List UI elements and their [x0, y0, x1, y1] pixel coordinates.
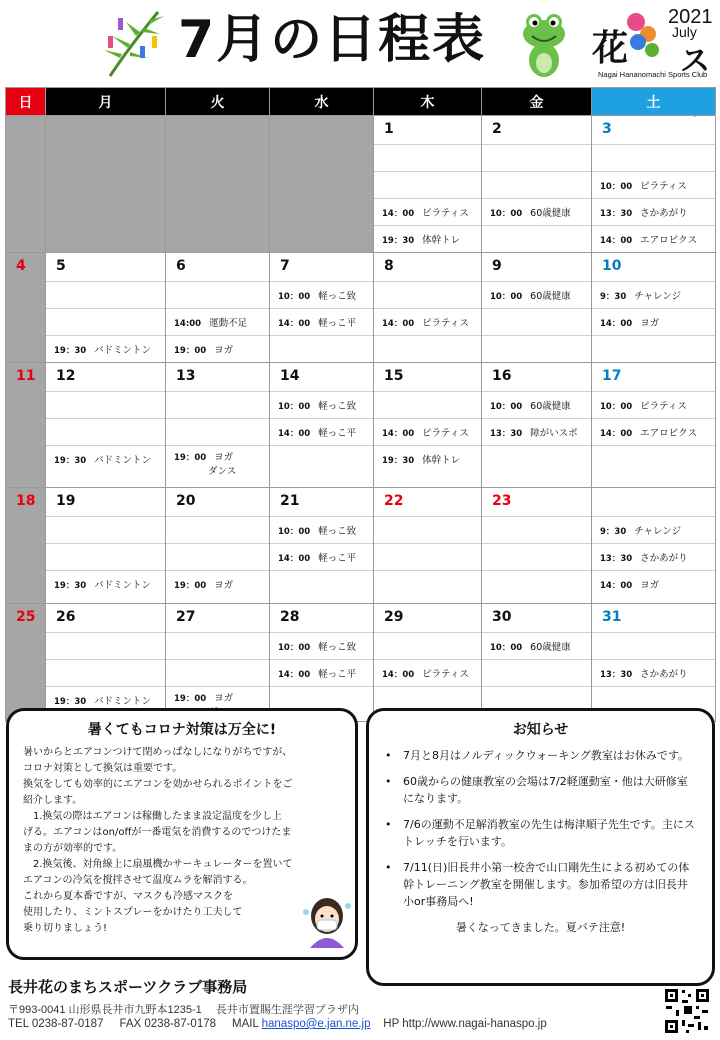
slot-time: 9：30 — [600, 527, 627, 537]
corona-line: エアコンの冷気を撹拌させて温度ムラを解消する。 — [23, 875, 253, 886]
slot-class-name: バドミントン — [94, 455, 151, 466]
corona-notice-title: 暑くてもコロナ対策は万全に! — [87, 722, 277, 738]
news-item: • 7月と8月はノルディックウォーキング教室はお休みです。 — [383, 747, 698, 764]
slot-class-name: 運動不足 — [209, 318, 248, 329]
day-cell — [46, 363, 166, 488]
slot-time: 9：30 — [600, 292, 627, 302]
corona-line: 2.換気後、対角線上に扇風機かサーキュレーターを置いて — [23, 859, 293, 870]
schedule-slot — [166, 516, 269, 543]
schedule-slot — [374, 418, 481, 445]
schedule-slot — [592, 570, 715, 597]
schedule-slot — [46, 445, 165, 472]
slot-class-name: 障がいスポ — [530, 428, 578, 439]
slot-class-name: バドミントン — [94, 345, 151, 356]
slot-time: 19：30 — [54, 697, 87, 707]
calendar-week-row — [6, 363, 716, 488]
schedule-slot — [592, 418, 715, 445]
corona-line: まの方が効率的です。 — [23, 843, 123, 854]
slot-class-name: 軽っこ致 — [318, 642, 357, 653]
schedule-slot — [374, 171, 481, 198]
slot-time: 10：00 — [490, 209, 523, 219]
slot-time: 14：00 — [278, 670, 311, 680]
day-number: 15 — [384, 368, 404, 384]
slot-time: 19：00 — [174, 581, 207, 591]
slot-class-name: ヨガ — [214, 693, 234, 704]
sunday-date: 25 — [16, 609, 36, 625]
slot-class-name: 軽っこ平 — [318, 553, 357, 564]
slot-class-name: 軽っこ致 — [318, 526, 357, 537]
slot-class-name: ヨガ — [640, 318, 660, 329]
day-number: 3 — [602, 121, 612, 137]
news-list — [369, 739, 712, 910]
slot-class-name: ヨガ — [640, 580, 660, 591]
slot-time: 14：00 — [600, 319, 633, 329]
slot-class-name: チャレンジ — [634, 291, 681, 302]
logo-kana: ス — [680, 44, 708, 79]
logo-subtitle: Nagai Hananomachi Sports Club — [598, 70, 708, 79]
slot-class-name: エアロビクス — [640, 235, 698, 246]
corona-line: 使用したり、ミントスプレーをかけたり工夫して — [23, 907, 243, 918]
schedule-slot — [374, 543, 481, 570]
slot-time: 19：00 — [174, 453, 207, 463]
slot-time: 10：00 — [490, 292, 523, 302]
schedule-slot — [482, 281, 591, 308]
day-number — [592, 488, 715, 516]
day-cell — [166, 116, 270, 253]
day-number: 10 — [602, 258, 622, 274]
frog-mascot-icon — [520, 8, 568, 80]
slot-time: 14：00 — [382, 319, 415, 329]
organization-name: 長井花のまちスポーツクラブ事務局 — [8, 978, 248, 996]
slot-class-name: さかあがり — [640, 669, 688, 680]
slot-time: 14：00 — [600, 581, 633, 591]
day-number: 31 — [602, 609, 622, 625]
weekday-fri: 金 — [482, 88, 592, 116]
schedule-slot — [592, 171, 715, 198]
schedule-slot — [482, 570, 591, 597]
schedule-slot — [166, 445, 269, 477]
slot-class-name: ピラティス — [422, 208, 469, 219]
day-cell — [270, 116, 374, 253]
tel: TEL 0238-87-0187 — [8, 1018, 104, 1030]
weekday-thu: 木 — [374, 88, 482, 116]
schedule-slot — [374, 632, 481, 659]
sunday-cell — [6, 488, 46, 604]
schedule-slot — [374, 225, 481, 252]
fax: FAX 0238-87-0178 — [119, 1018, 217, 1030]
slot-class-name: バドミントン — [94, 580, 151, 591]
corona-line: コロナ対策として換気は重要です。 — [23, 763, 183, 774]
schedule-slot — [46, 543, 165, 570]
day-cell — [482, 488, 592, 604]
sunday-date: 18 — [16, 493, 36, 509]
schedule-slot — [374, 570, 481, 597]
slot-time: 10：00 — [278, 402, 311, 412]
day-cell — [374, 363, 482, 488]
slot-class-name: 60歳健康 — [530, 401, 571, 412]
slot-time: 19：30 — [54, 456, 87, 466]
slot-time: 19：00 — [174, 346, 207, 356]
weekday-mon: 月 — [46, 88, 166, 116]
schedule-slot — [46, 391, 165, 418]
slot-class-name: 60歳健康 — [530, 208, 571, 219]
organization-address: 〒993-0041 山形県長井市九野本1235-1 長井市置賜生涯学習プラザ内 — [8, 1004, 359, 1016]
day-cell — [270, 363, 374, 488]
schedule-slot — [46, 632, 165, 659]
day-number — [270, 116, 373, 144]
sunday-date: 11 — [16, 368, 36, 384]
day-cell — [166, 604, 270, 722]
day-number: 16 — [492, 368, 512, 384]
schedule-slot — [374, 281, 481, 308]
day-number: 2 — [492, 121, 502, 137]
day-number: 7 — [280, 258, 290, 274]
calendar-week-row — [6, 116, 716, 253]
schedule-slot — [270, 570, 373, 597]
tanabata-bamboo-icon — [100, 6, 170, 78]
schedule-slot — [482, 198, 591, 225]
day-number: 28 — [280, 609, 300, 625]
slot-class-name: 軽っこ平 — [318, 318, 357, 329]
calendar-week-row — [6, 604, 716, 722]
schedule-slot — [270, 308, 373, 335]
slot-class-name: さかあがり — [640, 208, 688, 219]
schedule-slot — [270, 281, 373, 308]
slot-class-name: 軽っこ致 — [318, 291, 357, 302]
day-cell — [592, 604, 716, 722]
day-cell — [592, 116, 716, 253]
schedule-slot — [46, 281, 165, 308]
day-cell — [166, 488, 270, 604]
day-number: 17 — [602, 368, 622, 384]
slot-class-name: ヨガ — [214, 452, 234, 463]
day-number: 12 — [56, 368, 76, 384]
schedule-slot — [592, 391, 715, 418]
day-number: 22 — [384, 493, 404, 509]
day-number: 26 — [56, 609, 76, 625]
schedule-slot — [592, 198, 715, 225]
schedule-slot — [270, 632, 373, 659]
news-title: お知らせ — [512, 722, 569, 738]
slot-class-name: 体幹トレ — [422, 455, 461, 466]
schedule-slot — [46, 308, 165, 335]
slot-time: 14：00 — [600, 236, 633, 246]
slot-class-name: ピラティス — [422, 318, 469, 329]
schedule-slot — [482, 445, 591, 472]
day-number: 27 — [176, 609, 196, 625]
schedule-slot — [374, 516, 481, 543]
schedule-slot — [592, 632, 715, 659]
schedule-slot — [166, 335, 269, 362]
slot-class-name: ヨガ — [214, 580, 234, 591]
masked-girl-icon — [298, 888, 356, 950]
schedule-slot — [270, 659, 373, 686]
day-number: 1 — [384, 121, 394, 137]
schedule-slot — [482, 659, 591, 686]
day-number — [166, 116, 269, 144]
day-number: 20 — [176, 493, 196, 509]
day-cell — [166, 253, 270, 363]
day-number: 29 — [384, 609, 404, 625]
schedule-slot — [166, 308, 269, 335]
day-number: 13 — [176, 368, 196, 384]
slot-class-name: 60歳健康 — [530, 291, 571, 302]
schedule-slot — [592, 144, 715, 171]
page-header — [0, 0, 720, 86]
slot-class-name: 軽っこ平 — [318, 669, 357, 680]
sunday-date: 4 — [16, 258, 26, 274]
slot-class-name: チャレンジ — [634, 526, 681, 537]
slot-time: 14:00 — [174, 319, 202, 329]
slot-time: 10：00 — [278, 292, 311, 302]
day-number: 14 — [280, 368, 300, 384]
schedule-slot — [482, 418, 591, 445]
slot-time: 13：30 — [490, 429, 523, 439]
slot-class-sub: ダンス — [208, 466, 237, 477]
corona-line: げる。エアコンはon/offが一番電気を消費するのでつけたま — [23, 827, 292, 838]
schedule-slot — [592, 659, 715, 686]
slot-time: 10：00 — [278, 527, 311, 537]
page-title: 7月の日程表 — [178, 10, 487, 70]
schedule-slot — [374, 445, 481, 472]
schedule-slot — [482, 516, 591, 543]
schedule-slot — [592, 516, 715, 543]
weekday-header-row — [6, 88, 716, 116]
schedule-slot — [270, 391, 373, 418]
news-item: • 60歳からの健康教室の会場は7/2軽運動室・他は大研修室になります。 — [383, 773, 698, 807]
schedule-slot — [46, 659, 165, 686]
day-number: 8 — [384, 258, 394, 274]
corona-line: これから夏本番ですが、マスクも冷感マスクを — [23, 891, 233, 902]
schedule-slot — [482, 308, 591, 335]
sunday-cell — [6, 116, 46, 253]
schedule-slot — [46, 516, 165, 543]
day-number: 19 — [56, 493, 76, 509]
schedule-slot — [592, 335, 715, 362]
schedule-slot — [592, 225, 715, 252]
slot-time: 14：00 — [382, 670, 415, 680]
slot-class-name: ピラティス — [422, 428, 469, 439]
logo-month: July — [672, 24, 697, 40]
slot-class-name: 60歳健康 — [530, 642, 571, 653]
slot-class-name: バドミントン — [94, 696, 151, 707]
day-cell — [482, 363, 592, 488]
slot-time: 14：00 — [382, 429, 415, 439]
sunday-date — [6, 116, 45, 144]
schedule-slot — [482, 391, 591, 418]
slot-time: 14：00 — [278, 429, 311, 439]
slot-time: 10：00 — [490, 402, 523, 412]
weekday-wed: 水 — [270, 88, 374, 116]
schedule-slot — [166, 570, 269, 597]
schedule-slot — [166, 418, 269, 445]
weekday-sun: 日 — [6, 88, 46, 116]
slot-time: 10：00 — [490, 643, 523, 653]
day-cell — [46, 604, 166, 722]
slot-class-name: 軽っこ致 — [318, 401, 357, 412]
day-cell — [374, 116, 482, 253]
logo-kanji: 花 — [592, 28, 629, 69]
weekday-tue: 火 — [166, 88, 270, 116]
day-cell — [374, 604, 482, 722]
weekday-sat: 土 — [592, 88, 716, 116]
day-number: 30 — [492, 609, 512, 625]
schedule-slot — [270, 543, 373, 570]
schedule-slot — [166, 391, 269, 418]
slot-class-name: ヨガ — [214, 345, 234, 356]
slot-class-name: ピラティス — [640, 401, 687, 412]
corona-line: 紹介します。 — [23, 795, 83, 806]
corona-line: 換気をしても効率的にエアコンを効かせられるポイントをご — [23, 779, 293, 790]
schedule-slot — [166, 659, 269, 686]
slot-time: 14：00 — [600, 429, 633, 439]
corona-line: 1.換気の際はエアコンは稼働したまま設定温度を少し上 — [23, 811, 283, 822]
day-cell — [46, 116, 166, 253]
sunday-cell — [6, 253, 46, 363]
contact-line — [8, 1018, 547, 1030]
corona-line: 乗り切りましょう! — [23, 923, 108, 934]
slot-class-name: 体幹トレ — [422, 235, 461, 246]
slot-class-name: さかあがり — [640, 553, 688, 564]
day-cell — [592, 488, 716, 604]
day-cell — [374, 253, 482, 363]
schedule-slot — [166, 632, 269, 659]
day-cell — [270, 604, 374, 722]
slot-time: 14：00 — [278, 554, 311, 564]
homepage[interactable]: HP http://www.nagai-hanaspo.jp — [383, 1018, 547, 1030]
day-cell — [46, 488, 166, 604]
day-cell — [270, 488, 374, 604]
schedule-slot — [166, 543, 269, 570]
news-item: • 7/11(日)旧長井小第一校舎で山口剛先生による初めての体幹トレーニング教室を開催します。参加希望の方は旧長井小or事務局へ! — [383, 859, 698, 910]
schedule-slot — [482, 171, 591, 198]
slot-time: 10：00 — [278, 643, 311, 653]
slot-time: 19：00 — [174, 694, 207, 704]
mail-link[interactable]: hanaspo@e.jan.ne.jp — [261, 1018, 371, 1030]
schedule-slot — [166, 281, 269, 308]
schedule-slot — [270, 445, 373, 472]
schedule-slot — [482, 225, 591, 252]
schedule-slot — [374, 391, 481, 418]
schedule-slot — [482, 144, 591, 171]
schedule-slot — [270, 418, 373, 445]
slot-class-name: ピラティス — [640, 181, 687, 192]
day-cell — [592, 253, 716, 363]
calendar-week-row — [6, 488, 716, 604]
day-number: 6 — [176, 258, 186, 274]
sunday-cell — [6, 363, 46, 488]
news-closing: 暑くなってきました。夏バテ注意! — [455, 921, 626, 934]
corona-line: 暑いからとエアコンつけて閉めっぱなしになりがちですが、 — [23, 747, 293, 758]
slot-class-name: ピラティス — [422, 669, 469, 680]
day-number: 9 — [492, 258, 502, 274]
day-cell — [592, 363, 716, 488]
slot-time: 19：30 — [382, 236, 415, 246]
schedule-slot — [482, 335, 591, 362]
slot-time: 19：30 — [54, 346, 87, 356]
calendar-week-row — [6, 253, 716, 363]
news-box — [366, 708, 715, 986]
schedule-slot — [592, 308, 715, 335]
slot-class-name: 軽っこ平 — [318, 428, 357, 439]
slot-class-name: エアロビクス — [640, 428, 698, 439]
day-number: 23 — [492, 493, 512, 509]
schedule-slot — [482, 632, 591, 659]
day-cell — [46, 253, 166, 363]
calendar-table — [5, 87, 716, 722]
mail-label: MAIL — [232, 1018, 259, 1030]
schedule-slot — [374, 198, 481, 225]
logo-year: 2021 — [668, 6, 713, 28]
schedule-slot — [592, 543, 715, 570]
schedule-slot — [592, 445, 715, 472]
qr-code-icon[interactable] — [664, 988, 710, 1034]
day-cell — [482, 116, 592, 253]
day-cell — [482, 253, 592, 363]
schedule-slot — [374, 659, 481, 686]
day-cell — [270, 253, 374, 363]
slot-time: 14：00 — [278, 319, 311, 329]
news-item: • 7/6の運動不足解消教室の先生は梅津順子先生です。主にストレッチを行います。 — [383, 816, 698, 850]
day-number — [46, 116, 165, 144]
slot-time: 19：30 — [54, 581, 87, 591]
schedule-slot — [374, 144, 481, 171]
schedule-slot — [46, 570, 165, 597]
slot-time: 10：00 — [600, 402, 633, 412]
schedule-slot — [592, 281, 715, 308]
sunday-cell — [6, 604, 46, 722]
day-number: 21 — [280, 493, 300, 509]
day-cell — [166, 363, 270, 488]
slot-time: 14：00 — [382, 209, 415, 219]
schedule-slot — [374, 335, 481, 362]
slot-time: 13：30 — [600, 209, 633, 219]
slot-time: 10：00 — [600, 182, 633, 192]
schedule-slot — [374, 308, 481, 335]
slot-time: 13：30 — [600, 554, 633, 564]
schedule-slot — [270, 335, 373, 362]
schedule-slot — [46, 418, 165, 445]
slot-time: 13：30 — [600, 670, 633, 680]
day-number: 5 — [56, 258, 66, 274]
schedule-slot — [270, 516, 373, 543]
day-cell — [374, 488, 482, 604]
schedule-slot — [482, 543, 591, 570]
slot-time: 19：30 — [382, 456, 415, 466]
day-cell — [482, 604, 592, 722]
schedule-slot — [46, 335, 165, 362]
